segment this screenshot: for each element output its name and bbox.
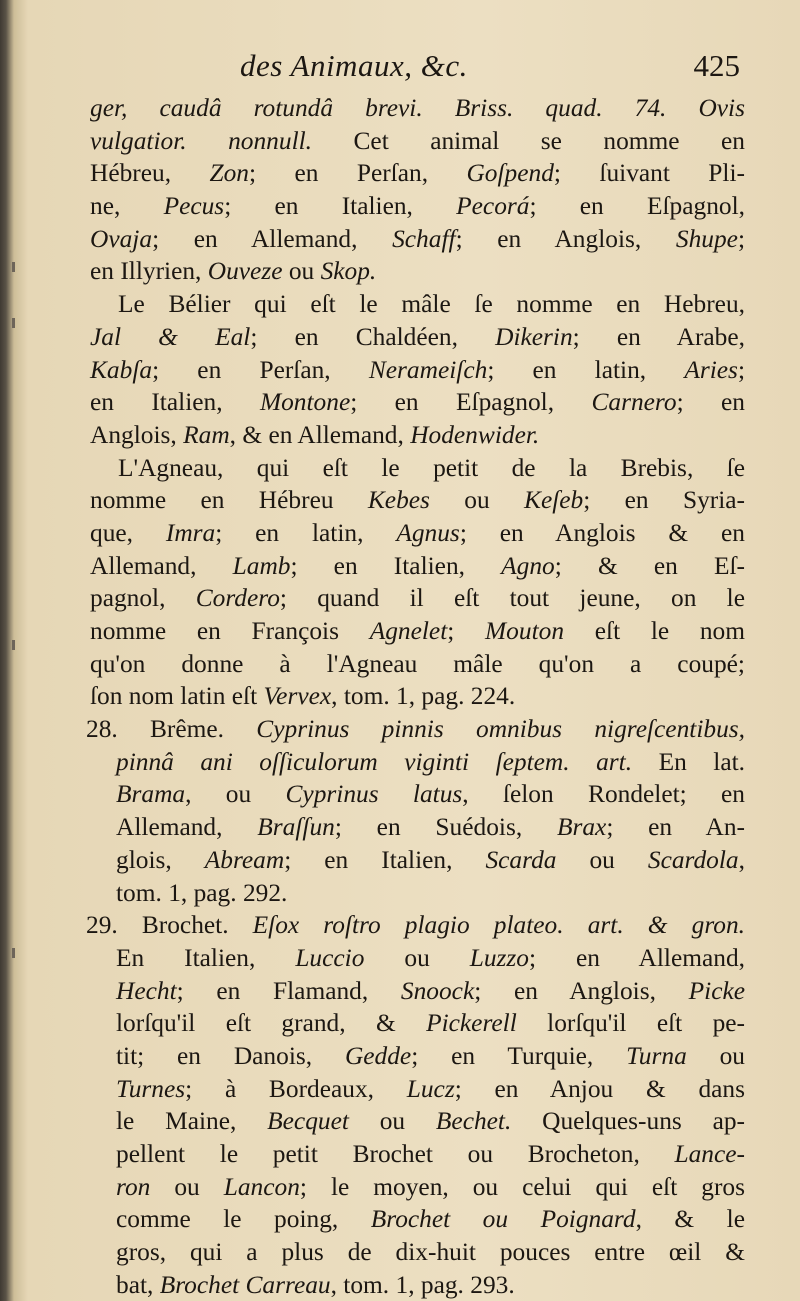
text-run: ; en Allemand, (529, 943, 745, 972)
text-run: tit; en Danois, (116, 1041, 345, 1070)
italic-term: Zon (209, 159, 249, 188)
italic-term: Kabſa (90, 355, 153, 384)
italic-term: Brama (116, 780, 186, 809)
text-run: En Italien, (116, 943, 296, 972)
text-run: ; en Arabe, (572, 322, 745, 351)
text-line (90, 877, 745, 910)
italic-term: ron (116, 1172, 151, 1201)
text-run: tom. 1, pag. 292. (116, 878, 288, 907)
text-line (90, 1105, 745, 1138)
text-run: ſon nom latin eſt (90, 682, 264, 711)
italic-term: Turnes (116, 1074, 186, 1103)
text-run: , (738, 845, 745, 874)
italic-term: pinnâ ani oſſiculorum viginti ſeptem. art. (116, 747, 633, 776)
text-line (90, 942, 745, 975)
text-run: lorſqu'il eſt grand, & (116, 1009, 427, 1038)
italic-term: Eſox roſtro plagio plateo. art. & gron. (252, 911, 745, 940)
text-line (90, 190, 745, 223)
text-run: ; en (676, 388, 745, 417)
italic-term: Goſpend (466, 159, 554, 188)
italic-term: Lamb (232, 551, 291, 580)
page-header (90, 48, 740, 92)
text-run: ; en Italien, (284, 845, 486, 874)
italic-term: Hodenwider. (410, 420, 540, 449)
italic-term: Dikerin (495, 322, 573, 351)
running-head: des Animaux, &c. (240, 48, 468, 83)
text-run: ne, (90, 192, 164, 221)
text-run: ; en latin, (215, 518, 397, 547)
italic-term: Becquet (267, 1107, 349, 1136)
text-run: ; en Suédois, (334, 813, 557, 842)
italic-term: ger, caudâ rotundâ brevi. Briss. quad. 74. Ovis (90, 94, 745, 122)
text-run: que, (90, 518, 166, 547)
text-line (90, 288, 745, 321)
italic-term: Agnus (396, 518, 460, 547)
body-text (86, 92, 746, 1301)
text-line (90, 1138, 745, 1171)
text-line (90, 1040, 745, 1073)
text-run: L'Agneau, qui eſt le petit de la Brebis, ſe (118, 453, 745, 482)
text-line (90, 321, 745, 354)
text-run: , ſelon Rondelet; en (462, 780, 745, 809)
italic-term: Ram (183, 420, 230, 449)
text-run: ; en Allemand, (152, 224, 393, 253)
text-run: ; en Perſan, (249, 159, 467, 188)
italic-term: Abream (204, 845, 285, 874)
text-line (90, 1269, 745, 1301)
text-line (90, 419, 745, 452)
text-run: le Maine, (116, 1107, 268, 1136)
italic-term: Ovaja (90, 224, 153, 253)
text-line (90, 844, 745, 877)
italic-term: Cyprinus latus (285, 780, 463, 809)
text-run: ; en Syria- (583, 486, 746, 515)
italic-term: Kebes (367, 486, 430, 515)
italic-term: Picke (688, 976, 745, 1005)
italic-term: Bechet. (435, 1107, 512, 1136)
text-run: ou (348, 1107, 436, 1136)
italic-term: Mouton (485, 617, 565, 645)
text-run: comme le poing, (116, 1205, 371, 1234)
text-run: Allemand, (116, 813, 258, 842)
italic-term: Vervex (263, 682, 332, 711)
text-run: ; (737, 224, 745, 253)
text-run: , tom. 1, pag. 293. (330, 1270, 515, 1299)
text-run: ; en Eſpagnol, (350, 388, 592, 417)
text-run: nomme en Hébreu (90, 486, 368, 515)
italic-term: Shupe (675, 224, 738, 253)
text-run: Anglois, (90, 420, 184, 449)
italic-term: Skop. (320, 257, 377, 286)
italic-term: Gedde (344, 1041, 412, 1070)
text-line (90, 354, 745, 387)
text-run: ; en Italien, (290, 551, 502, 580)
text-line (90, 975, 745, 1008)
text-line (90, 1007, 745, 1040)
text-run: , & le (635, 1205, 745, 1234)
italic-term: Turna (626, 1041, 687, 1070)
italic-term: Agno (501, 551, 555, 580)
italic-term: Pickerell (426, 1009, 517, 1038)
italic-term: vulgatior. nonnull. (90, 126, 313, 155)
italic-term: Keſeb (524, 486, 584, 515)
text-run: ; en Anjou & dans (454, 1074, 745, 1103)
text-run: ou (429, 486, 525, 515)
italic-term: Scardola (647, 845, 739, 874)
text-line (90, 125, 745, 158)
italic-term: Braſſun (257, 813, 335, 842)
text-run: ; en Chaldéen, (250, 322, 496, 351)
text-run: eſt le nom (564, 617, 746, 645)
text-run: glois, (116, 845, 205, 874)
italic-term: Montone (259, 388, 351, 417)
italic-term: Jal & Eal (90, 322, 251, 351)
text-run: en Italien, (90, 388, 260, 417)
text-line (86, 713, 745, 746)
text-run: ; (737, 355, 745, 384)
text-line (90, 778, 745, 811)
text-run: ; quand il eſt tout jeune, on le (279, 584, 745, 613)
text-run: nomme en François (90, 617, 370, 645)
text-line (86, 909, 745, 942)
italic-term: Imra (165, 518, 216, 547)
text-run: ou (364, 943, 470, 972)
italic-term: Schaff (392, 224, 456, 253)
text-run: en Illyrien, (90, 257, 208, 286)
text-run: ; en Flamand, (176, 976, 401, 1005)
text-line (90, 386, 745, 419)
text-line (90, 1171, 745, 1204)
text-run: ; en Turquie, (411, 1041, 627, 1070)
italic-term: Carnero (591, 388, 677, 417)
italic-term: Ouveze (207, 257, 283, 286)
italic-term: Pecus (163, 192, 225, 221)
italic-term: Cordero (195, 584, 280, 613)
italic-term: Lancon (223, 1172, 300, 1201)
text-run: ; en Eſpagnol, (529, 192, 746, 221)
text-line (90, 582, 745, 615)
italic-term: Brochet ou Poignard (370, 1205, 636, 1234)
text-run: ; à Bordeaux, (185, 1074, 407, 1103)
text-run: pagnol, (90, 584, 196, 613)
text-line (90, 92, 745, 125)
page-number: 425 (693, 48, 740, 83)
text-run: Allemand, (90, 551, 233, 580)
text-run: ; en Italien, (224, 192, 457, 221)
text-run: gros, qui a plus de dix-huit pouces entre œil & (116, 1238, 745, 1267)
italic-term: Brax (556, 813, 607, 842)
text-line (90, 680, 745, 713)
italic-term: Cyprinus pinnis omnibus nigreſcentibus, (256, 715, 745, 744)
italic-term: Snoock (400, 976, 475, 1005)
text-run: Hébreu, (90, 159, 210, 188)
text-run: ; ſuivant Pli- (553, 159, 745, 188)
text-run: ; en An- (606, 813, 745, 842)
text-line (90, 746, 745, 779)
text-line (90, 1073, 745, 1106)
text-run: ou (282, 257, 321, 286)
text-run: Cet animal se nomme en (312, 126, 745, 155)
text-run: ; en Anglois & en (459, 518, 745, 547)
text-run: ou (686, 1041, 745, 1070)
text-run: 29. Brochet. (86, 911, 253, 940)
italic-term: Lance- (674, 1140, 745, 1168)
text-line (90, 811, 745, 844)
text-line (90, 157, 745, 190)
text-line (90, 550, 745, 583)
text-line (90, 648, 745, 681)
text-run: ; en latin, (487, 355, 685, 384)
gutter-mark (12, 640, 15, 650)
italic-term: Agnelet (369, 617, 448, 645)
text-run: pellent le petit Brochet ou Brocheton, (116, 1140, 675, 1168)
text-run: ou (556, 845, 648, 874)
text-run: ; en Anglois, (455, 224, 676, 253)
italic-term: Pecorá (456, 192, 530, 221)
text-run: lorſqu'il eſt pe- (516, 1009, 745, 1038)
text-line (90, 1203, 745, 1236)
text-run: 28. Brême. (86, 715, 257, 744)
italic-term: Aries (684, 355, 738, 384)
gutter-mark (12, 262, 15, 272)
gutter-mark (12, 318, 15, 328)
text-run: bat, (116, 1270, 160, 1299)
text-line (90, 484, 745, 517)
text-line (90, 1236, 745, 1269)
text-line (90, 223, 745, 256)
text-run: , ou (185, 780, 286, 809)
italic-term: Hecht (116, 976, 177, 1005)
text-run: ; le moyen, ou celui qui eſt gros (299, 1172, 745, 1201)
text-run: ou (150, 1172, 224, 1201)
text-line (90, 517, 745, 550)
text-line (90, 452, 745, 485)
italic-term: Luccio (295, 943, 365, 972)
text-run: En lat. (632, 747, 745, 776)
text-run: , & en Allemand, (229, 420, 411, 449)
italic-term: Luzzo (469, 943, 529, 972)
italic-term: Scarda (485, 845, 557, 874)
gutter-mark (12, 948, 15, 958)
text-line (90, 255, 745, 288)
text-run: ; (447, 617, 486, 645)
text-run: qu'on donne à l'Agneau mâle qu'on a coupé; (90, 649, 745, 678)
italic-term: Brochet Carreau (159, 1270, 331, 1299)
text-run: Le Bélier qui eſt le mâle ſe nomme en Hebreu, (118, 290, 745, 319)
text-run: ; en Perſan, (152, 355, 369, 384)
text-run: ; & en Eſ- (554, 551, 745, 580)
text-line (90, 615, 745, 648)
text-run: , tom. 1, pag. 224. (331, 682, 516, 711)
italic-term: Lucz (406, 1074, 455, 1103)
text-run: Quelques-uns ap- (511, 1107, 745, 1136)
text-run: ; en Anglois, (474, 976, 689, 1005)
italic-term: Nerameiſch (368, 355, 488, 384)
